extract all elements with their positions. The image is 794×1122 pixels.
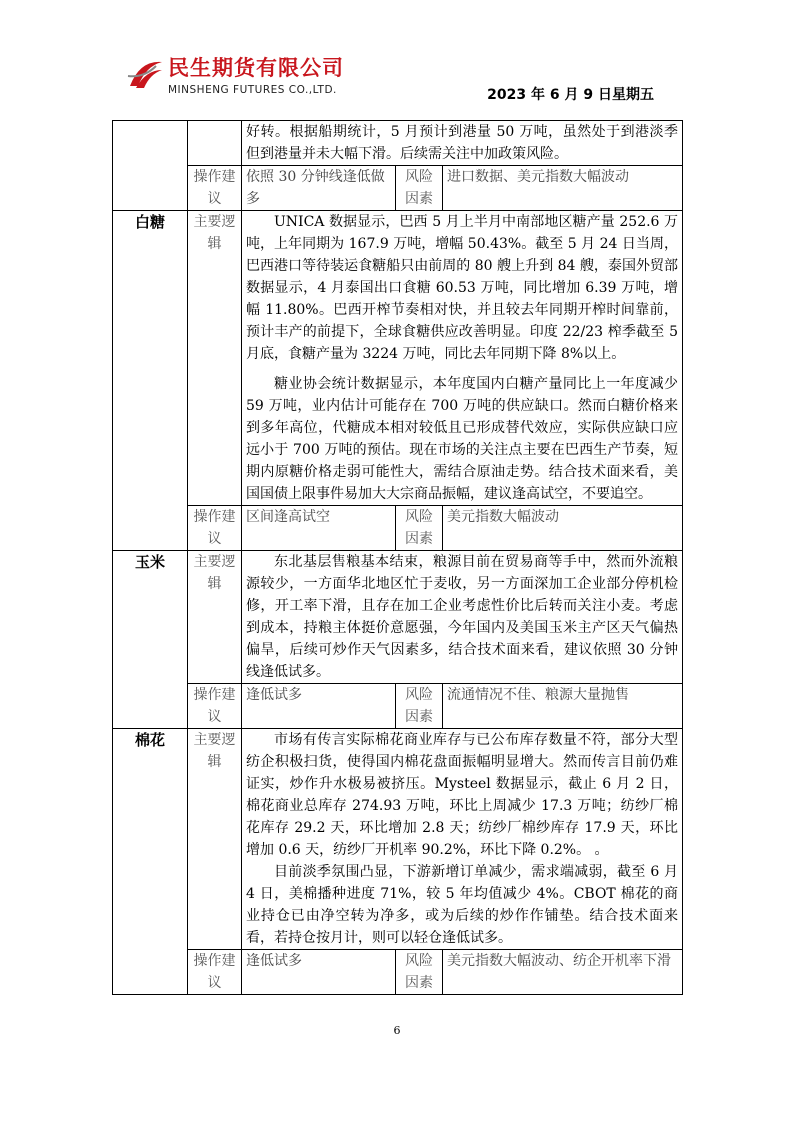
sugar-paragraph-2: 糖业协会统计数据显示，本年度国内白糖产量同比上一年度减少 59 万吨，业内估计可能存在 700 万吨的供应缺口。然而白糖价格来到多年高位，代糖成本相对较低且已形成替代效应，实际供应缺口应远小于 700 万吨的预估。现在市场的关注点主要在巴西生产节奏，短期内原糖价格走弱可能性大，需结合原油走势。结合技术面来看，美国国债上限事件易加大大宗商品振幅，建议逢高试空，不要追空。 [246,376,679,502]
continued-category-cell [113,121,188,211]
sugar-risk-value: 美元指数大幅波动 [443,506,683,551]
cotton-logic-row [113,729,683,950]
sugar-logic-text [242,211,683,506]
continued-action-row [113,166,683,211]
corn-category: 玉米 [113,551,188,729]
sugar-action-value: 区间逢高试空 [242,506,396,551]
corn-action-value: 逢低试多 [242,684,396,729]
company-logo [126,52,366,104]
commodity-table [112,120,683,995]
corn-logic-row [113,551,683,684]
continued-logic-label-cell [188,121,242,166]
cotton-action-row [113,950,683,995]
action-label: 操作建议 [188,950,242,995]
cotton-paragraph-1: 市场有传言实际棉花商业库存与已公布库存数量不符，部分大型纺企积极扫货，使得国内棉花盘面振幅明显增大。然而传言目前仍难证实，炒作升水极易被挤压。Mysteel 数据显示，截止 6 月 2 日，棉花商业总库存 274.93 万吨，环比上周减少 17.3 万吨；纺纱厂棉花库存 29.2 天，环比增加 2.8 天；纺纱厂棉纱库存 17.9 天，环比增加 0.6 天，纺纱厂开机率 90.2%，环比下降 0.2%。 。 [246,732,679,858]
cotton-paragraph-2: 目前淡季氛围凸显，下游新增订单减少，需求端减弱，截至 6 月 4 日，美棉播种进度 71%，较 5 年均值减少 4%。CBOT 棉花的商业持仓已由净空转为净多，或为后续的炒作作铺垫。结合技术面来看，若持仓按月计，则可以轻仓逢低试多。 [246,864,679,946]
logo-mark-icon [126,56,164,92]
logic-label: 主要逻辑 [188,729,242,950]
sugar-action-row [113,506,683,551]
corn-risk-value: 流通情况不佳、粮源大量抛售 [443,684,683,729]
corn-action-row [113,684,683,729]
cotton-risk-value: 美元指数大幅波动、纺企开机率下滑 [443,950,683,995]
cotton-action-value: 逢低试多 [242,950,396,995]
cotton-logic-text [242,729,683,950]
header-date: 2023 年 6 月 9 日星期五 [487,87,654,103]
continued-logic-paragraph: 好转。根据船期统计，5 月预计到港量 50 万吨，虽然处于到港淡季但到港量并未大幅下滑。后续需关注中加政策风险。 [246,124,679,162]
corn-logic-text [242,551,683,684]
risk-label: 风险因素 [396,950,443,995]
continued-logic-row [113,121,683,166]
page-number: 6 [393,1024,401,1037]
logic-label: 主要逻辑 [188,211,242,506]
risk-label: 风险因素 [396,684,443,729]
continued-logic-text [242,121,683,166]
action-label: 操作建议 [188,684,242,729]
logic-label: 主要逻辑 [188,551,242,684]
action-label: 操作建议 [188,166,242,211]
sugar-paragraph-1: UNICA 数据显示，巴西 5 月上半月中南部地区糖产量 252.6 万吨，上年同期为 167.9 万吨，增幅 50.43%。截至 5 月 24 日当周，巴西港口等待装运食糖船只由前周的 80 艘上升到 84 艘，泰国外贸部数据显示，4 月泰国出口食糖 60.53 万吨，同比增加 6.39 万吨，增幅 11.80%。巴西开榨节奏相对快，并且较去年同期开榨时间靠前，预计丰产的前提下，全球食糖供应改善明显。印度 22/23 榨季截至 5 月底，食糖产量为 3224 万吨，同比去年同期下降 8%以上。 [246,214,679,362]
cotton-category: 棉花 [113,729,188,995]
logo-english-name: MINSHENG FUTURES CO.,LTD. [168,84,337,96]
sugar-logic-row [113,211,683,506]
risk-label: 风险因素 [396,506,443,551]
continued-risk-value: 进口数据、美元指数大幅波动 [443,166,683,211]
logo-chinese-name: 民生期货有限公司 [168,56,344,80]
action-label: 操作建议 [188,506,242,551]
sugar-category: 白糖 [113,211,188,551]
corn-paragraph-1: 东北基层售粮基本结束，粮源目前在贸易商等手中，然而外流粮源较少，一方面华北地区忙于麦收，另一方面深加工企业部分停机检修，开工率下滑，且存在加工企业考虑性价比后转而关注小麦。考虑到成本，持粮主体挺价意愿强，今年国内及美国玉米主产区天气偏热偏旱，后续可炒作天气因素多，结合技术面来看，建议依照 30 分钟线逢低试多。 [246,554,679,680]
continued-action-value: 依照 30 分钟线逢低做多 [242,166,396,211]
risk-label: 风险因素 [396,166,443,211]
